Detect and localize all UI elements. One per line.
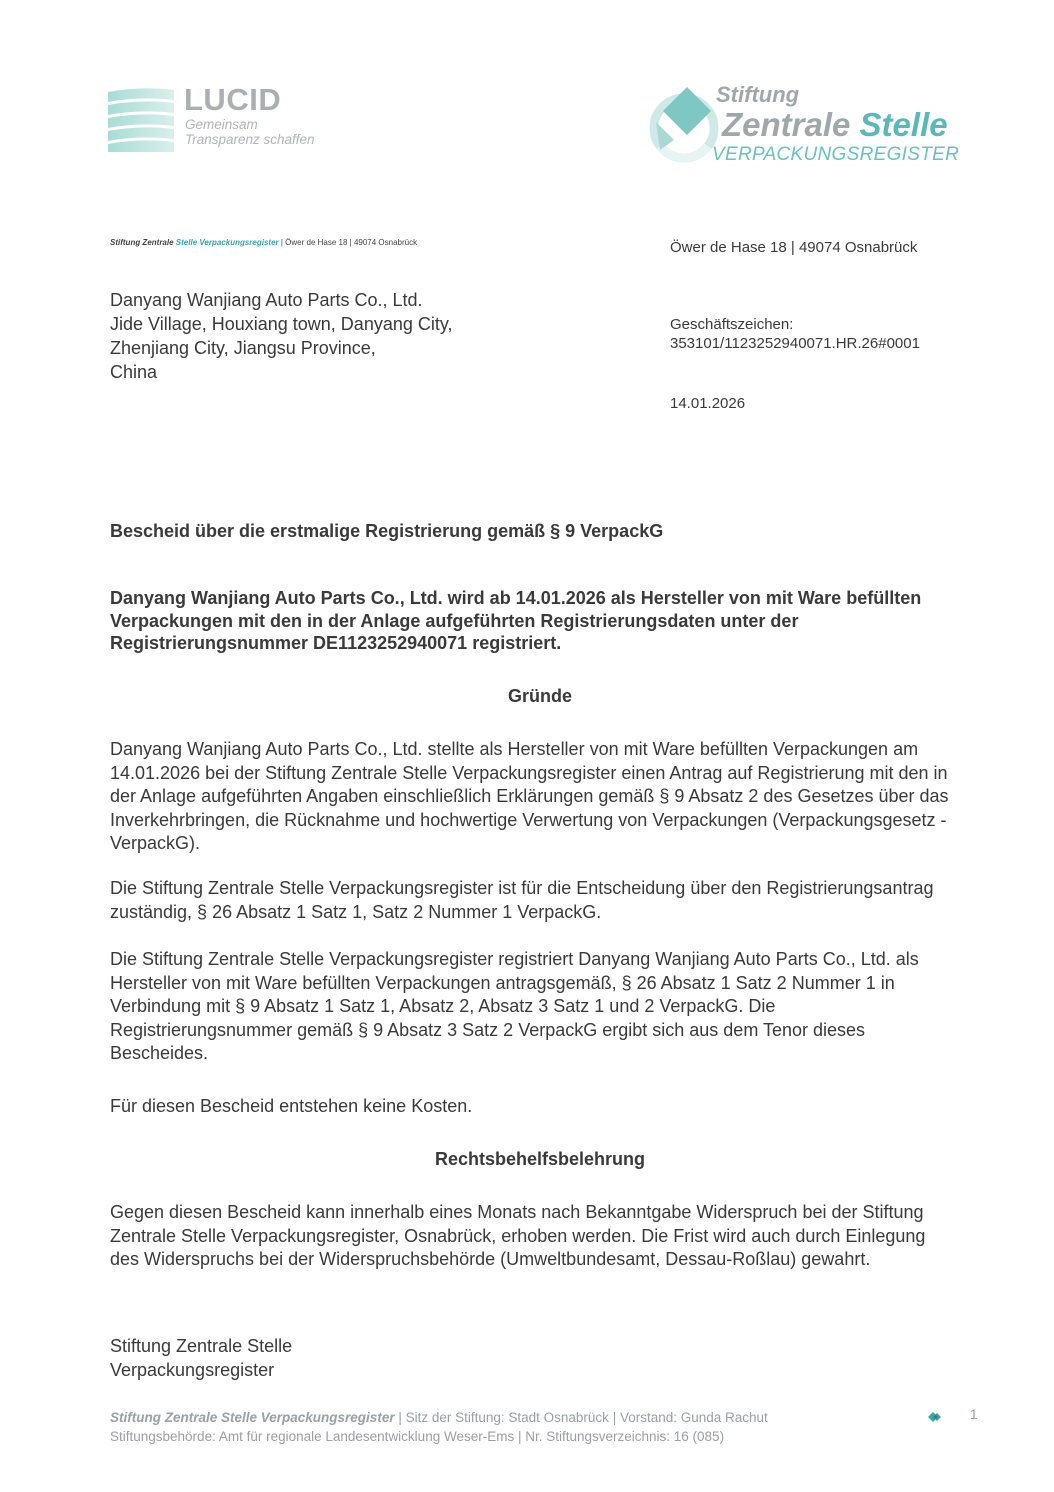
paragraph-3: Die Stiftung Zentrale Stelle Verpackungsregister registriert Danyang Wanjiang Auto Parts Co., Ltd. als Hersteller von mit Ware befüllten Verpackungen antragsgemäß, § 26 Absatz 1 Satz 2 Nummer 1 in Verbindung mit § 9 Absatz 1 Satz 1, Absatz 2, Absatz 3 Satz 1 und 2 VerpackG. Die Registrierungsnummer gemäß § 9 Absatz 3 Satz 2 VerpackG ergibt sich aus dem Tenor dieses Bescheides. bbox=[110, 949, 919, 1063]
diamond-logo-icon bbox=[926, 1410, 942, 1424]
lucid-tagline-1: Gemeinsam bbox=[185, 117, 258, 132]
zsvr-logo-line-2 bbox=[722, 106, 948, 144]
lucid-stripes-icon bbox=[108, 86, 174, 152]
sender-address: | Öwer de Hase 18 | 49074 Osnabrück bbox=[278, 238, 418, 247]
paragraph-4: Für diesen Bescheid entstehen keine Kosten. bbox=[110, 1096, 473, 1116]
footer-line-1-rest: | Sitz der Stiftung: Stadt Osnabrück | Vorstand: Gunda Rachut bbox=[394, 1410, 768, 1425]
footer-line-1 bbox=[110, 1408, 768, 1427]
reference-number: 353101/1123252940071.HR.26#0001 bbox=[670, 335, 920, 352]
paragraph-2: Die Stiftung Zentrale Stelle Verpackungsregister ist für die Entscheidung über den Registrierungsantrag zuständig, § 26 Absatz 1 Satz 1, Satz 2 Nummer 1 VerpackG. bbox=[110, 878, 934, 922]
recipient-line: Danyang Wanjiang Auto Parts Co., Ltd. bbox=[110, 290, 423, 310]
recipient-line: China bbox=[110, 362, 158, 382]
heading-legal-remedy: Rechtsbehelfsbelehrung bbox=[434, 1149, 646, 1169]
lucid-logo bbox=[108, 82, 348, 156]
signature-line-2: Verpackungsregister bbox=[110, 1360, 275, 1380]
lucid-wordmark: LUCID bbox=[184, 82, 282, 117]
heading-reasons: Gründe bbox=[507, 686, 572, 706]
zsvr-logo-zentrale: Zentrale bbox=[722, 106, 851, 143]
page-number: 1 bbox=[970, 1407, 978, 1422]
zsvr-logo bbox=[646, 82, 986, 168]
sender-org-part1: Stiftung Zentrale bbox=[110, 238, 174, 247]
sender-return-line bbox=[110, 238, 417, 247]
recipient-line: Jide Village, Houxiang town, Danyang City, bbox=[110, 314, 453, 334]
recipient-address bbox=[110, 288, 453, 384]
lucid-tagline-2: Transparenz schaffen bbox=[185, 132, 315, 147]
page-footer bbox=[110, 1408, 768, 1446]
signature-line-1: Stiftung Zentrale Stelle bbox=[110, 1336, 293, 1356]
sender-org-part2: Stelle Verpackungsregister bbox=[175, 238, 279, 247]
letter-subject: Bescheid über die erstmalige Registrierung gemäß § 9 VerpackG bbox=[110, 521, 664, 541]
paragraph-1: Danyang Wanjiang Auto Parts Co., Ltd. stellte als Hersteller von mit Ware befüllten Verpackungen am 14.01.2026 bei der Stiftung Zentrale Stelle Verpackungsregister einen Antrag auf Registrierung mit den in der Anlage aufgeführten Angaben einschließlich Erklärungen gemäß § 9 Absatz 2 des Gesetzes über das Inverkehrbringen, die Rücknahme und hochwertige Verwertung von Verpackungen (Verpackungsgesetz - VerpackG). bbox=[110, 739, 949, 853]
info-address: Öwer de Hase 18 | 49074 Osnabrück bbox=[670, 239, 918, 256]
signature-block bbox=[110, 1334, 292, 1382]
zsvr-logo-stelle: Stelle bbox=[859, 106, 948, 143]
letter-date: 14.01.2026 bbox=[670, 395, 746, 412]
zsvr-logo-line-3: VERPACKUNGSREGISTER bbox=[712, 144, 960, 165]
reference-label: Geschäftszeichen: bbox=[670, 316, 794, 333]
paragraph-5: Gegen diesen Bescheid kann innerhalb eines Monats nach Bekanntgabe Widerspruch bei der Stiftung Zentrale Stelle Verpackungsregister, Osnabrück, erhoben werden. Die Frist wird auch durch Einlegung des Widerspruchs bei der Widerspruchsbehörde (Umweltbundesamt, Dessau-Roßlau) gewahrt. bbox=[110, 1202, 926, 1269]
footer-org: Stiftung Zentrale Stelle Verpackungsregister bbox=[110, 1410, 395, 1425]
zsvr-logo-line-1: Stiftung bbox=[716, 82, 800, 107]
letter-tenor: Danyang Wanjiang Auto Parts Co., Ltd. wird ab 14.01.2026 als Hersteller von mit Ware befüllten Verpackungen mit den in der Anlage aufgeführten Registrierungsdaten unter der Registrierungsnummer DE1123252940071 registriert. bbox=[110, 588, 922, 653]
footer-line-2: Stiftungsbehörde: Amt für regionale Landesentwicklung Weser-Ems | Nr. Stiftungsverzeichnis: 16 (085) bbox=[110, 1429, 725, 1444]
recipient-line: Zhenjiang City, Jiangsu Province, bbox=[110, 338, 376, 358]
